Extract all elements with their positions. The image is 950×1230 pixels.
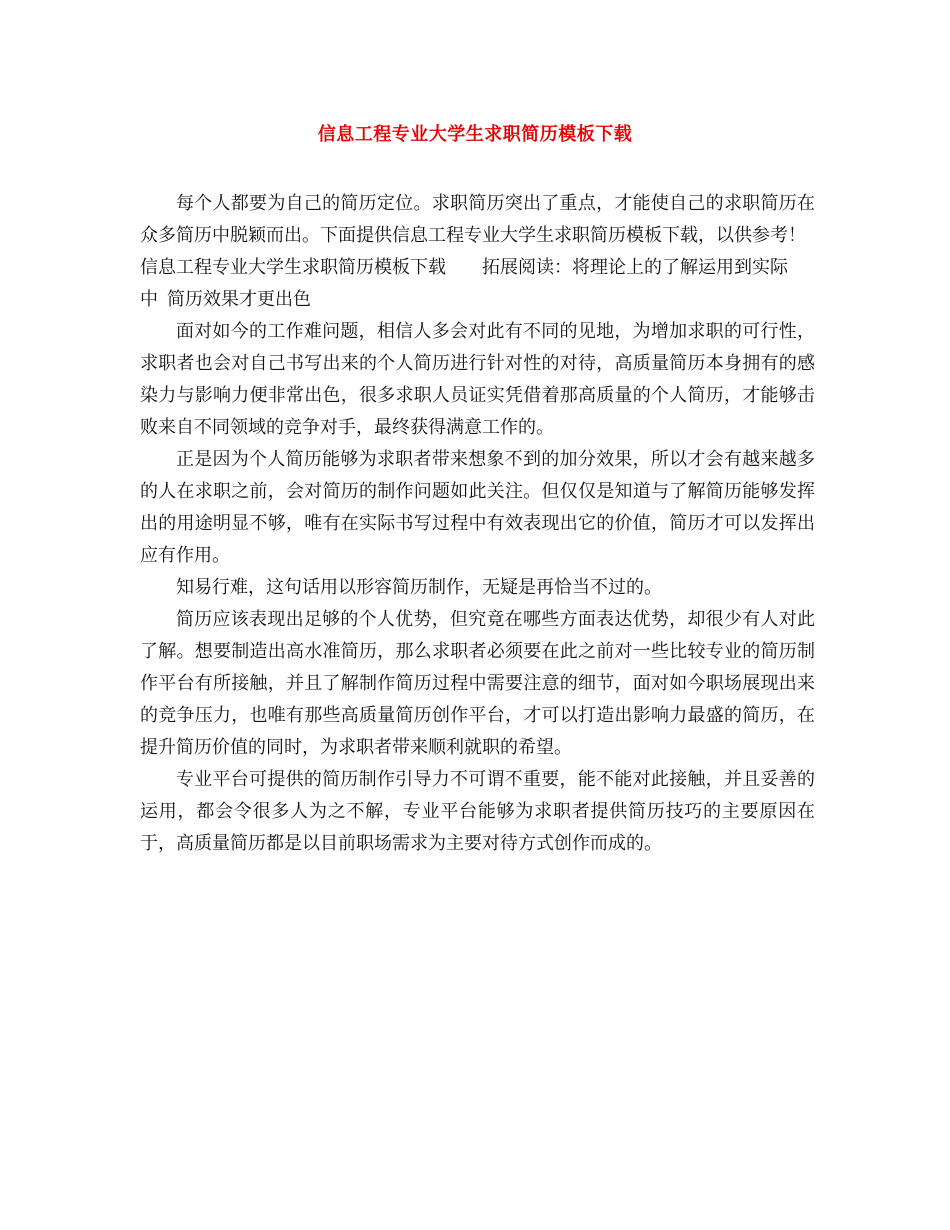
subheading-line-2	[140, 284, 815, 316]
subheading-right-a: 拓展阅读：将理论上的了解运用到实际	[482, 257, 788, 278]
document-title: 信息工程专业大学生求职简历模板下载	[317, 124, 633, 145]
body-paragraph-4: 简历应该表现出足够的个人优势，但究竟在哪些方面表达优势，却很少有人对此了解。想要制造出高水准简历，那么求职者必须要在此之前对一些比较专业的简历制作平台有所接触，并且了解制作简历过程中需要注意的细节，面对如今职场展现出来的竞争压力，也唯有那些高质量简历创作平台，才可以打造出影响力最盛的简历，在提升简历价值的同时，为求职者带来顺利就职的希望。	[140, 609, 815, 758]
subheading-line-1	[140, 252, 815, 284]
body-paragraph-3: 知易行难，这句话用以形容简历制作，无疑是再恰当不过的。	[176, 577, 662, 598]
subheading-right-b-2: 简历效果才更出色	[167, 289, 311, 310]
intro-paragraph: 每个人都要为自己的简历定位。求职简历突出了重点，才能使自己的求职简历在众多简历中脱颖而出。下面提供信息工程专业大学生求职简历模板下载，以供参考！	[140, 193, 815, 246]
body-paragraph-2: 正是因为个人简历能够为求职者带来想象不到的加分效果，所以才会有越来越多的人在求职之前，会对简历的制作问题如此关注。但仅仅是知道与了解简历能够发挥出的用途明显不够，唯有在实际书写过程中有效表现出它的价值，简历才可以发挥出应有作用。	[140, 449, 815, 566]
body-paragraph-5: 专业平台可提供的简历制作引导力不可谓不重要，能不能对此接触，并且妥善的运用，都会令很多人为之不解，专业平台能够为求职者提供简历技巧的主要原因在于，高质量简历都是以目前职场需求为主要对待方式创作而成的。	[140, 769, 815, 854]
body-paragraph-1: 面对如今的工作难问题，相信人多会对此有不同的见地，为增加求职的可行性，求职者也会对自己书写出来的个人简历进行针对性的对待，高质量简历本身拥有的感染力与影响力便非常出色，很多求职人员证实凭借着那高质量的个人简历，才能够击败来自不同领域的竞争对手，最终获得满意工作的。	[140, 321, 815, 438]
subheading-right-b-1: 中	[140, 289, 158, 310]
subheading-left: 信息工程专业大学生求职简历模板下载	[140, 257, 446, 278]
subheading-paragraph	[140, 252, 815, 316]
document-body	[140, 188, 815, 860]
